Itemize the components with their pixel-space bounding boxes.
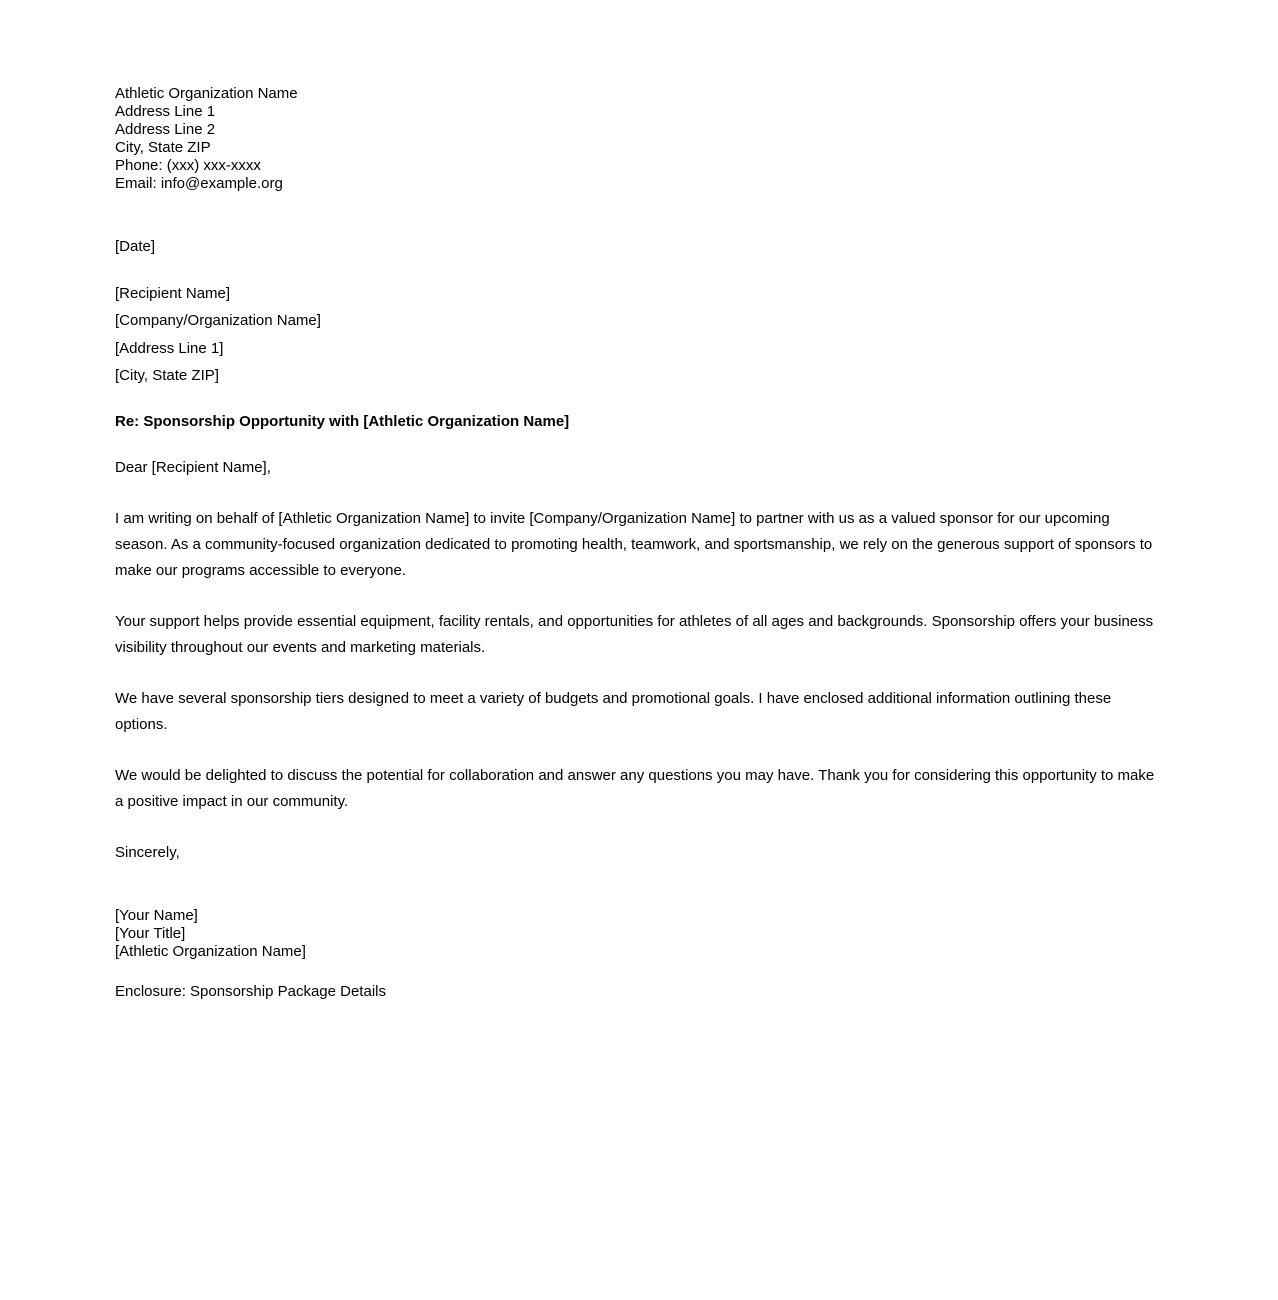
greeting-line: Dear [Recipient Name], (115, 458, 271, 476)
sender-address-block (115, 85, 1161, 193)
recipient-address-block (115, 280, 1161, 390)
sender-org-name: Athletic Organization Name (115, 85, 298, 102)
sender-address-line-2: Address Line 2 (115, 121, 216, 138)
sender-phone: Phone: (xxx) xxx-xxxx (115, 157, 261, 174)
enclosure-note: Enclosure: Sponsorship Package Details (115, 982, 386, 1000)
body-paragraph: I am writing on behalf of [Athletic Organization Name] to invite [Company/Organization Name] to partner with us as a valued sponsor for our upcoming season. As a community-focused organization dedicated to promoting health, teamwork, and sportsmanship, we rely on the generous support of sponsors to make our programs accessible to everyone. (115, 509, 1153, 579)
body-paragraph: We would be delighted to discuss the potential for collaboration and answer any questions you may have. Thank you for considering this opportunity to make a positive impact in our community. (115, 766, 1155, 810)
body-paragraph: We have several sponsorship tiers designed to meet a variety of budgets and promotional goals. I have enclosed additional information outlining these options. (115, 689, 1112, 733)
recipient-city-state-zip: [City, State ZIP] (115, 367, 219, 385)
subject-line: Re: Sponsorship Opportunity with [Athletic Organization Name] (115, 412, 570, 430)
date-placeholder: [Date] (115, 238, 156, 255)
recipient-address-line-1: [Address Line 1] (115, 339, 224, 357)
signature-org-placeholder: [Athletic Organization Name] (115, 942, 306, 960)
sender-address-line-1: Address Line 1 (115, 103, 216, 120)
recipient-name: [Recipient Name] (115, 285, 231, 302)
signature-block (115, 907, 1161, 961)
sender-city-state-zip: City, State ZIP (115, 139, 211, 156)
recipient-company: [Company/Organization Name] (115, 312, 321, 330)
closing-line: Sincerely, (115, 843, 180, 861)
body-paragraph: Your support helps provide essential equipment, facility rentals, and opportunities for athletes of all ages and backgrounds. Sponsorship offers your business visibility throughout our events and marketing materials. (115, 612, 1154, 656)
signature-name-placeholder: [Your Name] (115, 906, 198, 924)
sender-email: Email: info@example.org (115, 175, 283, 192)
signature-title-placeholder: [Your Title] (115, 924, 186, 942)
